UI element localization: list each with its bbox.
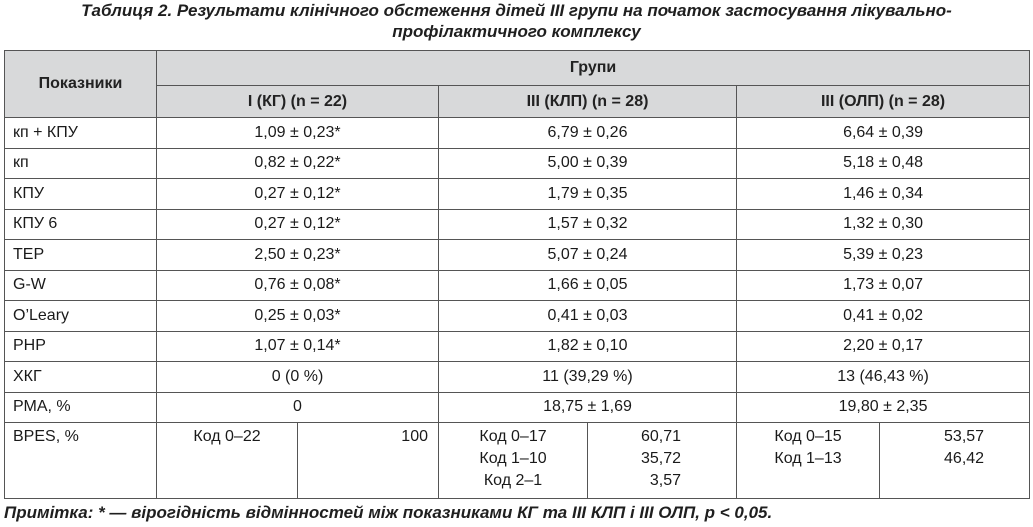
cell-group-3: 0,41 ± 0,02 [737,301,1030,332]
cell-group-2: 1,66 ± 0,05 [439,270,737,301]
cell-group-1: 0,27 ± 0,12* [157,179,439,210]
cell-group-1: 1,07 ± 0,14* [157,331,439,362]
cell-group-1: 0 [157,392,439,423]
table-row [5,209,1030,240]
cell-group-1: 0,76 ± 0,08* [157,270,439,301]
bpes-g3-codes [737,423,880,499]
results-table [4,50,1030,499]
bpes-line: 3,57 [649,472,681,489]
cell-group-2: 0,41 ± 0,03 [439,301,737,332]
cell-group-2: 1,82 ± 0,10 [439,331,737,362]
cell-group-3: 1,46 ± 0,34 [737,179,1030,210]
header-group-1: І (КГ) (n = 22) [157,86,439,118]
table-row [5,148,1030,179]
table-row [5,392,1030,423]
bpes-g3-values [880,423,1030,499]
row-label: ХКГ [5,362,157,393]
cell-group-3: 6,64 ± 0,39 [737,118,1030,149]
cell-group-1: 2,50 ± 0,23* [157,240,439,271]
cell-group-3: 1,32 ± 0,30 [737,209,1030,240]
cell-group-1: 0,82 ± 0,22* [157,148,439,179]
cell-group-1: 0 (0 %) [157,362,439,393]
bpes-line: 100 [401,428,428,445]
table-row [5,118,1030,149]
cell-group-3: 1,73 ± 0,07 [737,270,1030,301]
row-label: КПУ [5,179,157,210]
table-row [5,179,1030,210]
bpes-line: Код 1–13 [774,450,842,467]
header-indicators: Показники [5,51,157,118]
bpes-line: 46,42 [944,450,985,467]
row-label: PHP [5,331,157,362]
bpes-line: Код 0–15 [774,428,842,445]
caption-line-2: профілактичного комплексу [392,22,641,41]
bpes-line: 35,72 [640,450,681,467]
table-row [5,362,1030,393]
row-label: BPES, % [5,423,157,499]
cell-group-3: 13 (46,43 %) [737,362,1030,393]
cell-group-2: 1,79 ± 0,35 [439,179,737,210]
header-group-2: ІІІ (КЛП) (n = 28) [439,86,737,118]
cell-group-3: 2,20 ± 0,17 [737,331,1030,362]
bpes-line: Код 2–1 [483,472,543,489]
cell-group-2: 5,07 ± 0,24 [439,240,737,271]
caption-line-1: Таблиця 2. Результати клінічного обстеження дітей ІІІ групи на початок застосування лікувально- [81,1,952,20]
row-label: O’Leary [5,301,157,332]
cell-group-1: 1,09 ± 0,23* [157,118,439,149]
table-body [5,118,1030,423]
row-label: TEP [5,240,157,271]
table-row [5,331,1030,362]
bpes-g2-values [588,423,737,499]
cell-group-2: 6,79 ± 0,26 [439,118,737,149]
bpes-line: Код 1–10 [479,450,547,467]
cell-group-3: 5,39 ± 0,23 [737,240,1030,271]
bpes-g1-codes [157,423,298,499]
cell-group-2: 11 (39,29 %) [439,362,737,393]
bpes-line: 53,57 [944,428,985,445]
bpes-g2-codes [439,423,588,499]
bpes-g1-values [298,423,439,499]
header-groups: Групи [157,51,1030,86]
cell-group-2: 1,57 ± 0,32 [439,209,737,240]
table-caption [0,0,1033,42]
cell-group-3: 5,18 ± 0,48 [737,148,1030,179]
cell-group-2: 18,75 ± 1,69 [439,392,737,423]
row-label: кп [5,148,157,179]
table-row [5,270,1030,301]
cell-group-3: 19,80 ± 2,35 [737,392,1030,423]
table-row-bpes [5,423,1030,499]
table-row [5,240,1030,271]
row-label: G-W [5,270,157,301]
row-label: КПУ 6 [5,209,157,240]
bpes-line: Код 0–22 [193,428,261,445]
row-label: РМА, % [5,392,157,423]
table-row [5,301,1030,332]
cell-group-1: 0,25 ± 0,03* [157,301,439,332]
header-group-3: ІІІ (ОЛП) (n = 28) [737,86,1030,118]
cell-group-2: 5,00 ± 0,39 [439,148,737,179]
bpes-line: 60,71 [640,428,681,445]
table-note: Примітка: * — вірогідність відмінностей між показниками КГ та ІІІ КЛП і ІІІ ОЛП, р < 0,05. [4,503,773,522]
row-label: кп + КПУ [5,118,157,149]
cell-group-1: 0,27 ± 0,12* [157,209,439,240]
bpes-line: Код 0–17 [479,428,547,445]
